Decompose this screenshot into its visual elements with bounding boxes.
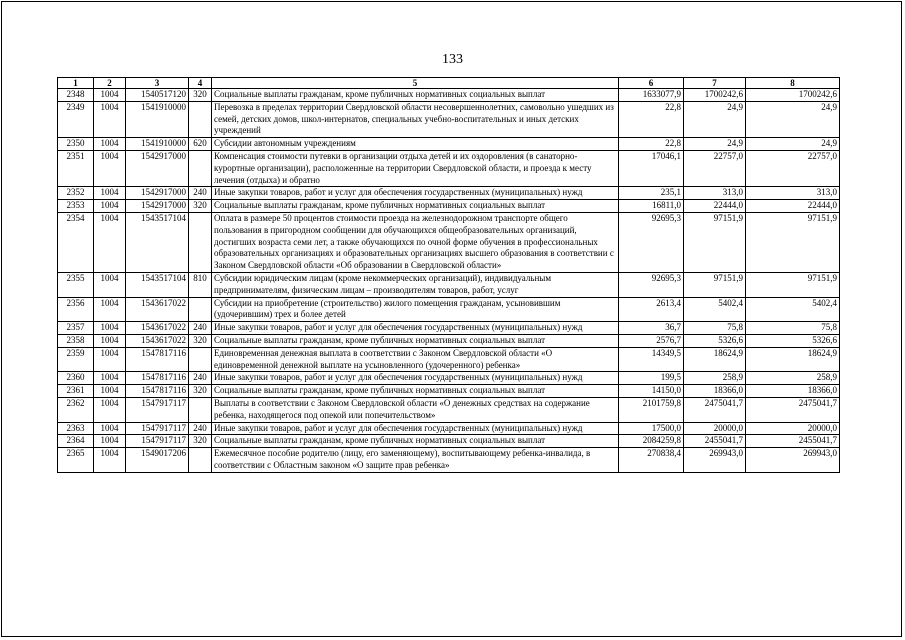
section-code-cell: 1004: [94, 397, 126, 422]
expense-type-cell: 240: [189, 322, 212, 335]
table-header-row: [58, 78, 840, 89]
target-article-cell: 1549017206: [126, 448, 189, 473]
expense-type-cell: [189, 347, 212, 372]
column-header: 7: [684, 78, 746, 89]
section-code-cell: 1004: [94, 200, 126, 213]
section-code-cell: 1004: [94, 138, 126, 151]
section-code-cell: 1004: [94, 150, 126, 186]
target-article-cell: 1543517104: [126, 212, 189, 272]
item-name-cell: Социальные выплаты гражданам, кроме публичных нормативных социальных выплат: [212, 435, 619, 448]
section-code-cell: 1004: [94, 272, 126, 297]
amount-col7-cell: 269943,0: [684, 448, 746, 473]
item-name-cell: Иные закупки товаров, работ и услуг для обеспечения государственных (муниципальных) нужд: [212, 322, 619, 335]
target-article-cell: 1543617022: [126, 322, 189, 335]
target-article-cell: 1547817116: [126, 385, 189, 398]
row-number-cell: 2362: [58, 397, 94, 422]
table-row: [58, 272, 840, 297]
row-number-cell: 2356: [58, 297, 94, 322]
table-row: [58, 435, 840, 448]
item-name-cell: Компенсация стоимости путевки в организации отдыха детей и их оздоровления (в санаторно-курортные организации), расположенные на территории Свердловской области, и проезда к месту лечения (отдыха) и обратно: [212, 150, 619, 186]
amount-col6-cell: 36,7: [619, 322, 684, 335]
amount-col6-cell: 17046,1: [619, 150, 684, 186]
row-number-cell: 2348: [58, 89, 94, 102]
amount-col7-cell: 5326,6: [684, 334, 746, 347]
amount-col8-cell: 22757,0: [746, 150, 840, 186]
expense-type-cell: [189, 212, 212, 272]
row-number-cell: 2364: [58, 435, 94, 448]
section-code-cell: 1004: [94, 334, 126, 347]
expense-type-cell: 240: [189, 422, 212, 435]
row-number-cell: 2355: [58, 272, 94, 297]
amount-col6-cell: 17500,0: [619, 422, 684, 435]
section-code-cell: 1004: [94, 322, 126, 335]
section-code-cell: 1004: [94, 89, 126, 102]
table-row: [58, 200, 840, 213]
row-number-cell: 2354: [58, 212, 94, 272]
table-row: [58, 212, 840, 272]
item-name-cell: Социальные выплаты гражданам, кроме публичных нормативных социальных выплат: [212, 200, 619, 213]
expense-type-cell: 320: [189, 200, 212, 213]
section-code-cell: 1004: [94, 212, 126, 272]
expense-type-cell: [189, 150, 212, 186]
amount-col6-cell: 16811,0: [619, 200, 684, 213]
amount-col6-cell: 92695,3: [619, 212, 684, 272]
column-header: 4: [189, 78, 212, 89]
row-number-cell: 2353: [58, 200, 94, 213]
row-number-cell: 2359: [58, 347, 94, 372]
row-number-cell: 2349: [58, 101, 94, 137]
item-name-cell: Субсидии на приобретение (строительство) жилого помещения гражданам, усыновившим (удочерившим) трех и более детей: [212, 297, 619, 322]
amount-col7-cell: 22444,0: [684, 200, 746, 213]
section-code-cell: 1004: [94, 385, 126, 398]
table-row: [58, 372, 840, 385]
table-row: [58, 89, 840, 102]
target-article-cell: 1547817116: [126, 347, 189, 372]
row-number-cell: 2350: [58, 138, 94, 151]
item-name-cell: Субсидии автономным учреждениям: [212, 138, 619, 151]
amount-col8-cell: 1700242,6: [746, 89, 840, 102]
table-row: [58, 347, 840, 372]
amount-col8-cell: 2455041,7: [746, 435, 840, 448]
target-article-cell: 1541910000: [126, 138, 189, 151]
item-name-cell: Выплаты в соответствии с Законом Свердловской области «О денежных средствах на содержание ребенка, находящегося под опекой или попечительством»: [212, 397, 619, 422]
expense-type-cell: 320: [189, 385, 212, 398]
target-article-cell: 1542917000: [126, 187, 189, 200]
amount-col8-cell: 5402,4: [746, 297, 840, 322]
item-name-cell: Социальные выплаты гражданам, кроме публичных нормативных социальных выплат: [212, 89, 619, 102]
item-name-cell: Иные закупки товаров, работ и услуг для обеспечения государственных (муниципальных) нужд: [212, 422, 619, 435]
amount-col8-cell: 97151,9: [746, 272, 840, 297]
item-name-cell: Иные закупки товаров, работ и услуг для обеспечения государственных (муниципальных) нужд: [212, 372, 619, 385]
table-row: [58, 397, 840, 422]
amount-col7-cell: 258,9: [684, 372, 746, 385]
expense-type-cell: [189, 397, 212, 422]
target-article-cell: 1547817116: [126, 372, 189, 385]
column-header: 6: [619, 78, 684, 89]
amount-col8-cell: 22444,0: [746, 200, 840, 213]
section-code-cell: 1004: [94, 435, 126, 448]
target-article-cell: 1547917117: [126, 397, 189, 422]
table-row: [58, 138, 840, 151]
table-row: [58, 334, 840, 347]
amount-col7-cell: 18366,0: [684, 385, 746, 398]
item-name-cell: Оплата в размере 50 процентов стоимости проезда на железнодорожном транспорте общего пользования в пригородном сообщении для обучающихся общеобразовательных организаций, достигших возраста семи лет, а также обучающихся по очной форме обучения в профессиональных образовательных организациях и образовательных организациях высшего образования в соответствии с Законом Свердловской области «Об образовании в Свердловской области»: [212, 212, 619, 272]
amount-col6-cell: 22,8: [619, 101, 684, 137]
row-number-cell: 2357: [58, 322, 94, 335]
amount-col8-cell: 5326,6: [746, 334, 840, 347]
amount-col6-cell: 235,1: [619, 187, 684, 200]
expense-type-cell: 240: [189, 187, 212, 200]
expense-type-cell: [189, 448, 212, 473]
amount-col8-cell: 24,9: [746, 101, 840, 137]
amount-col7-cell: 97151,9: [684, 212, 746, 272]
expense-type-cell: 320: [189, 89, 212, 102]
amount-col7-cell: 313,0: [684, 187, 746, 200]
amount-col8-cell: 20000,0: [746, 422, 840, 435]
table-row: [58, 422, 840, 435]
target-article-cell: 1542917000: [126, 150, 189, 186]
amount-col8-cell: 97151,9: [746, 212, 840, 272]
target-article-cell: 1543617022: [126, 297, 189, 322]
amount-col6-cell: 2084259,8: [619, 435, 684, 448]
item-name-cell: Социальные выплаты гражданам, кроме публичных нормативных социальных выплат: [212, 334, 619, 347]
column-header: 5: [212, 78, 619, 89]
item-name-cell: Субсидии юридическим лицам (кроме некоммерческих организаций), индивидуальным предпринимателям, физическим лицам – производителям товаров, работ, услуг: [212, 272, 619, 297]
amount-col8-cell: 258,9: [746, 372, 840, 385]
expense-type-cell: 320: [189, 435, 212, 448]
amount-col6-cell: 199,5: [619, 372, 684, 385]
row-number-cell: 2358: [58, 334, 94, 347]
expense-type-cell: [189, 101, 212, 137]
amount-col6-cell: 2576,7: [619, 334, 684, 347]
amount-col6-cell: 270838,4: [619, 448, 684, 473]
table-row: [58, 322, 840, 335]
item-name-cell: Иные закупки товаров, работ и услуг для обеспечения государственных (муниципальных) нужд: [212, 187, 619, 200]
expense-type-cell: 320: [189, 334, 212, 347]
item-name-cell: Социальные выплаты гражданам, кроме публичных нормативных социальных выплат: [212, 385, 619, 398]
amount-col6-cell: 1633077,9: [619, 89, 684, 102]
row-number-cell: 2360: [58, 372, 94, 385]
expense-type-cell: 810: [189, 272, 212, 297]
amount-col7-cell: 75,8: [684, 322, 746, 335]
amount-col8-cell: 2475041,7: [746, 397, 840, 422]
amount-col6-cell: 92695,3: [619, 272, 684, 297]
column-header: 2: [94, 78, 126, 89]
amount-col7-cell: 24,9: [684, 101, 746, 137]
column-header: 8: [746, 78, 840, 89]
amount-col6-cell: 22,8: [619, 138, 684, 151]
amount-col6-cell: 2613,4: [619, 297, 684, 322]
section-code-cell: 1004: [94, 372, 126, 385]
amount-col7-cell: 20000,0: [684, 422, 746, 435]
amount-col8-cell: 18624,9: [746, 347, 840, 372]
row-number-cell: 2365: [58, 448, 94, 473]
item-name-cell: Единовременная денежная выплата в соответствии с Законом Свердловской области «О единовременной денежной выплате на усыновленного (удочеренного) ребенка»: [212, 347, 619, 372]
table-row: [58, 187, 840, 200]
expense-type-cell: [189, 297, 212, 322]
row-number-cell: 2352: [58, 187, 94, 200]
row-number-cell: 2363: [58, 422, 94, 435]
target-article-cell: 1542917000: [126, 200, 189, 213]
target-article-cell: 1541910000: [126, 101, 189, 137]
amount-col7-cell: 24,9: [684, 138, 746, 151]
column-header: 1: [58, 78, 94, 89]
target-article-cell: 1547917117: [126, 422, 189, 435]
page-number: 133: [442, 52, 463, 67]
section-code-cell: 1004: [94, 187, 126, 200]
table-row: [58, 150, 840, 186]
section-code-cell: 1004: [94, 297, 126, 322]
amount-col8-cell: 313,0: [746, 187, 840, 200]
amount-col7-cell: 1700242,6: [684, 89, 746, 102]
row-number-cell: 2361: [58, 385, 94, 398]
table-row: [58, 101, 840, 137]
target-article-cell: 1540517120: [126, 89, 189, 102]
table-row: [58, 297, 840, 322]
amount-col6-cell: 2101759,8: [619, 397, 684, 422]
amount-col8-cell: 18366,0: [746, 385, 840, 398]
target-article-cell: 1547917117: [126, 435, 189, 448]
amount-col8-cell: 75,8: [746, 322, 840, 335]
amount-col7-cell: 97151,9: [684, 272, 746, 297]
section-code-cell: 1004: [94, 347, 126, 372]
target-article-cell: 1543617022: [126, 334, 189, 347]
section-code-cell: 1004: [94, 101, 126, 137]
amount-col6-cell: 14150,0: [619, 385, 684, 398]
amount-col8-cell: 24,9: [746, 138, 840, 151]
column-header: 3: [126, 78, 189, 89]
amount-col7-cell: 2455041,7: [684, 435, 746, 448]
section-code-cell: 1004: [94, 422, 126, 435]
expense-type-cell: 240: [189, 372, 212, 385]
target-article-cell: 1543517104: [126, 272, 189, 297]
amount-col7-cell: 5402,4: [684, 297, 746, 322]
table-row: [58, 448, 840, 473]
amount-col6-cell: 14349,5: [619, 347, 684, 372]
item-name-cell: Перевозка в пределах территории Свердловской области несовершеннолетних, самовольно ушедших из семей, детских домов, школ-интернатов, специальных учебно-воспитательных и иных детских учреждений: [212, 101, 619, 137]
expense-type-cell: 620: [189, 138, 212, 151]
amount-col8-cell: 269943,0: [746, 448, 840, 473]
amount-col7-cell: 18624,9: [684, 347, 746, 372]
row-number-cell: 2351: [58, 150, 94, 186]
item-name-cell: Ежемесячное пособие родителю (лицу, его заменяющему), воспитывающему ребенка-инвалида, в соответствии с Областным законом «О защите прав ребенка»: [212, 448, 619, 473]
amount-col7-cell: 2475041,7: [684, 397, 746, 422]
budget-table: [57, 77, 840, 473]
section-code-cell: 1004: [94, 448, 126, 473]
table-row: [58, 385, 840, 398]
amount-col7-cell: 22757,0: [684, 150, 746, 186]
